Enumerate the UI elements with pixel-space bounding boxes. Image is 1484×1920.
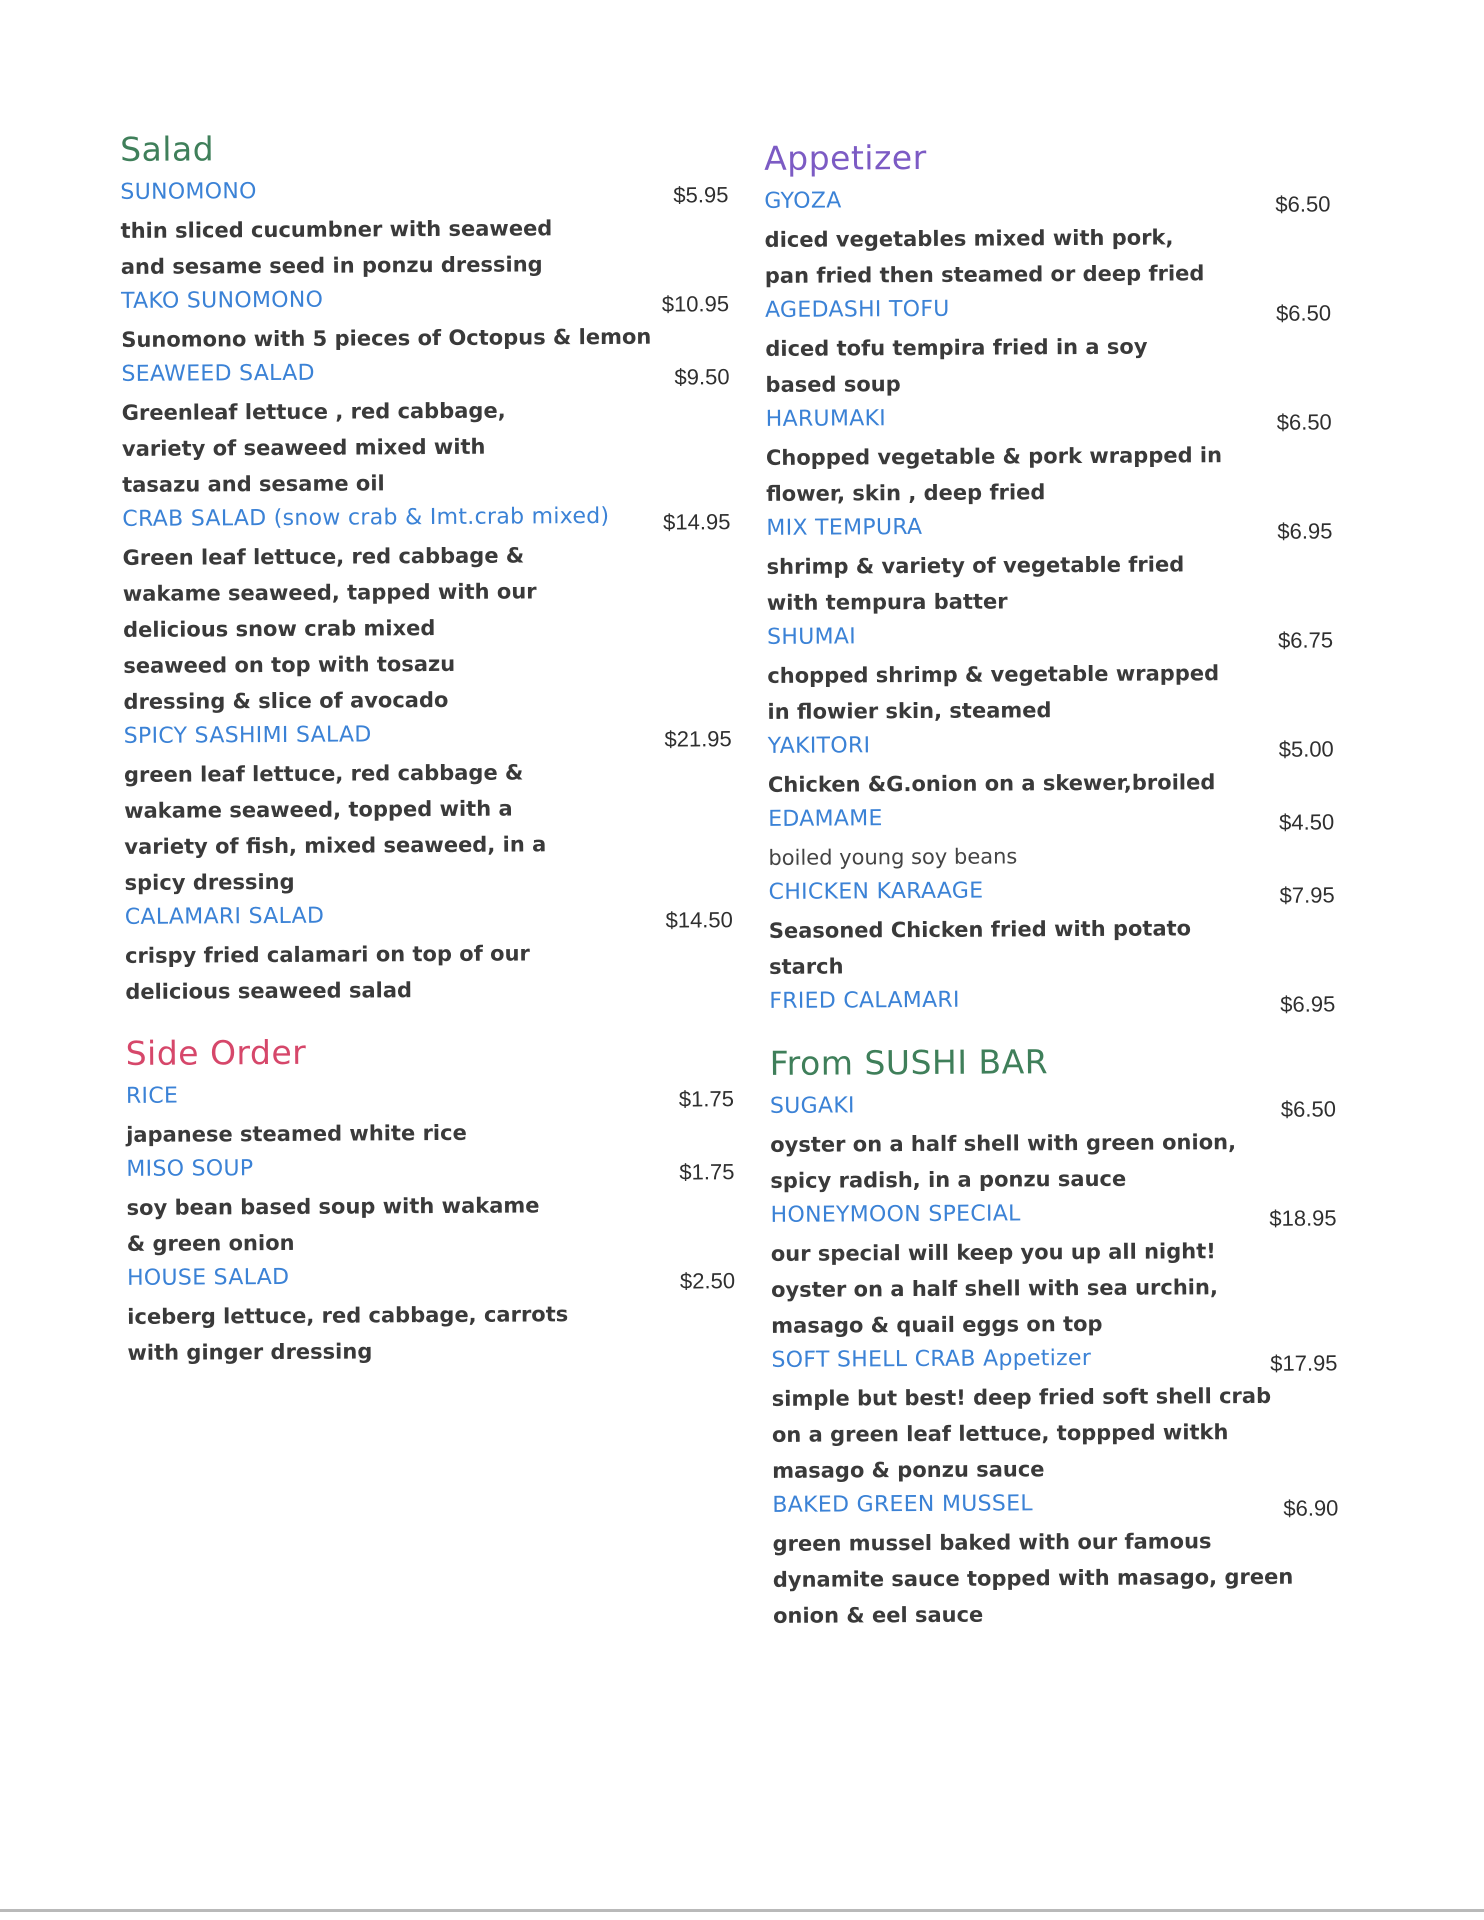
menu-item-description: japanese steamed white rice bbox=[126, 1120, 467, 1147]
menu-item-description: soy bean based soup with wakame bbox=[126, 1193, 540, 1220]
menu-item-price: $18.95 bbox=[1269, 1205, 1337, 1231]
menu-item-name: MISO SOUP bbox=[126, 1156, 254, 1182]
menu-item bbox=[110, 501, 731, 720]
appetizer-section bbox=[752, 133, 1335, 1022]
menu-item-name: SPICY SASHIMI SALAD bbox=[123, 722, 372, 749]
side-order-section bbox=[114, 1028, 736, 1371]
menu-item-name: BAKED GREEN MUSSEL bbox=[772, 1491, 1033, 1518]
menu-item-name: SUGAKI bbox=[769, 1093, 855, 1119]
menu-item-price: $7.95 bbox=[1279, 882, 1335, 908]
menu-item-description: diced tofu tempira fried in a soy bbox=[765, 334, 1148, 361]
menu-item-header bbox=[752, 183, 1330, 222]
menu-item-description: oyster on a half shell with green onion, bbox=[770, 1130, 1237, 1157]
menu-item-header bbox=[114, 1078, 734, 1117]
menu-item bbox=[114, 1151, 735, 1262]
salad-section bbox=[108, 124, 733, 1010]
menu-item bbox=[757, 874, 1336, 985]
menu-item-description: & green onion bbox=[126, 1230, 295, 1256]
menu-item-header bbox=[114, 1151, 734, 1190]
menu-item-description: wakame seaweed, topped with a bbox=[124, 796, 513, 823]
menu-item-name: SHUMAI bbox=[766, 624, 857, 650]
menu-item-description: green mussel baked with our famous bbox=[772, 1529, 1212, 1556]
menu-item-description: with tempura batter bbox=[766, 589, 1008, 615]
menu-item-header bbox=[108, 174, 728, 213]
menu-item-price: $6.90 bbox=[1283, 1495, 1339, 1521]
menu-item bbox=[109, 283, 729, 358]
menu-item-name: CALAMARI SALAD bbox=[124, 903, 325, 930]
side-order-title: Side Order bbox=[125, 1032, 307, 1073]
side-order-items bbox=[114, 1078, 736, 1371]
sushi-bar-section bbox=[758, 1038, 1340, 1634]
menu-item-name: MIX TEMPURA bbox=[766, 514, 923, 541]
sushi-bar-items bbox=[758, 1088, 1339, 1634]
menu-item-description: boiled young soy beans bbox=[768, 844, 1018, 870]
menu-item-description: iceberg lettuce, red cabbage, carrots bbox=[127, 1302, 569, 1329]
appetizer-title: Appetizer bbox=[764, 137, 927, 178]
menu-item-price: $6.50 bbox=[1275, 191, 1331, 217]
menu-item-name: FRIED CALAMARI bbox=[769, 987, 960, 1014]
menu-item-name: SOFT SHELL CRAB Appetizer bbox=[771, 1345, 1092, 1373]
menu-item-description: seaweed on top with tosazu bbox=[123, 651, 456, 678]
menu-item bbox=[113, 899, 734, 1010]
menu-item bbox=[755, 619, 1334, 730]
page-edge-divider bbox=[0, 1909, 1484, 1912]
menu-item-description: masago & ponzu sauce bbox=[772, 1457, 1045, 1483]
menu-item-description: delicious snow crab mixed bbox=[122, 616, 436, 642]
menu-item-name: CRAB SALAD (snow crab & Imt.crab mixed) bbox=[122, 503, 610, 532]
menu-item-name: GYOZA bbox=[764, 188, 842, 214]
menu-item-description: starch bbox=[768, 954, 844, 979]
menu-item-header bbox=[112, 718, 732, 757]
menu-item bbox=[759, 1342, 1338, 1489]
menu-item-description: spicy radish, in a ponzu sauce bbox=[770, 1166, 1127, 1193]
menu-item-description: onion & eel sauce bbox=[772, 1602, 984, 1628]
menu-item-price: $2.50 bbox=[679, 1268, 736, 1294]
menu-item-description: Sunomono with 5 pieces of Octopus & lemon bbox=[121, 324, 652, 352]
menu-item-header bbox=[113, 899, 733, 938]
menu-item-header bbox=[109, 283, 729, 322]
menu-item-price: $5.95 bbox=[673, 182, 729, 208]
menu-item-price: $6.50 bbox=[1276, 409, 1332, 435]
menu-item-name: YAKITORI bbox=[767, 733, 871, 759]
menu-item-description: on a green leaf lettuce, toppped witkh bbox=[771, 1420, 1229, 1447]
menu-item bbox=[752, 183, 1331, 294]
menu-item-description: pan fried then steamed or deep fried bbox=[764, 261, 1205, 288]
menu-item-header bbox=[115, 1260, 735, 1299]
menu-item-price: $1.75 bbox=[679, 1159, 735, 1185]
menu-item-header bbox=[754, 510, 1332, 549]
salad-title: Salad bbox=[120, 129, 215, 169]
menu-item-description: in flowier skin, steamed bbox=[767, 698, 1052, 724]
menu-item-price: $6.50 bbox=[1280, 1096, 1337, 1122]
menu-item bbox=[758, 1197, 1337, 1344]
menu-item-description: shrimp & variety of vegetable fried bbox=[766, 552, 1185, 579]
menu-item-name: CHICKEN KARAAGE bbox=[768, 878, 984, 905]
menu-item-header bbox=[756, 801, 1334, 840]
menu-item-header bbox=[754, 401, 1332, 440]
menu-item bbox=[753, 292, 1332, 403]
menu-item-description: Chopped vegetable & pork wrapped in bbox=[765, 443, 1223, 470]
menu-item bbox=[754, 401, 1333, 512]
menu-item bbox=[756, 801, 1334, 876]
menu-item-price: $1.75 bbox=[678, 1086, 735, 1112]
menu-item-name: HONEYMOON SPECIAL bbox=[770, 1201, 1021, 1228]
menu-item-name: SUNOMONO bbox=[120, 179, 257, 205]
menu-item-header bbox=[110, 501, 730, 540]
menu-item bbox=[758, 1088, 1337, 1199]
menu-item-name: EDAMAME bbox=[768, 806, 883, 832]
menu-item-price: $21.95 bbox=[664, 726, 732, 752]
menu-item-price: $14.95 bbox=[663, 509, 731, 535]
menu-item-price: $6.75 bbox=[1277, 627, 1334, 653]
menu-item-description: based soup bbox=[765, 372, 901, 397]
menu-item-description: simple but best! deep fried soft shell crab bbox=[771, 1383, 1272, 1411]
menu-item-name: HOUSE SALAD bbox=[126, 1264, 290, 1291]
menu-item-description: crispy fried calamari on top of our bbox=[124, 941, 530, 968]
menu-item-price: $6.95 bbox=[1277, 518, 1333, 544]
menu-item bbox=[756, 728, 1334, 803]
menu-item-header bbox=[760, 1487, 1338, 1526]
menu-item-description: dressing & slice of avocado bbox=[123, 687, 449, 714]
menu-item-description: thin sliced cucumbner with seaweed bbox=[120, 216, 553, 243]
menu-item-header bbox=[758, 1197, 1336, 1236]
menu-item bbox=[115, 1260, 736, 1371]
menu-item-price: $6.95 bbox=[1280, 991, 1336, 1017]
menu-item-description: and sesame seed in ponzu dressing bbox=[120, 252, 543, 279]
menu-item bbox=[757, 983, 1335, 1022]
menu-item-description: dynamite sauce topped with masago, green bbox=[772, 1564, 1294, 1592]
menu-item-description: flower, skin , deep fried bbox=[766, 480, 1046, 506]
menu-item bbox=[760, 1487, 1339, 1634]
menu-item-description: spicy dressing bbox=[124, 869, 295, 895]
menu-item-price: $10.95 bbox=[661, 291, 730, 317]
menu-item-description: delicious seaweed salad bbox=[125, 978, 413, 1004]
menu-item-description: tasazu and sesame oil bbox=[122, 471, 385, 497]
menu-item bbox=[112, 718, 733, 901]
menu-item-header bbox=[758, 1088, 1336, 1127]
menu-item-description: variety of seaweed mixed with bbox=[121, 434, 486, 461]
menu-item-header bbox=[759, 1342, 1337, 1381]
menu-item-description: variety of fish, mixed seaweed, in a bbox=[124, 832, 547, 859]
menu-item-description: Greenleaf lettuce , red cabbage, bbox=[121, 398, 506, 425]
left-column bbox=[108, 124, 736, 1373]
menu-item-price: $14.50 bbox=[665, 907, 733, 933]
menu-item-header bbox=[755, 619, 1333, 658]
menu-item bbox=[114, 1078, 734, 1153]
menu-item-name: RICE bbox=[125, 1083, 179, 1109]
appetizer-items bbox=[752, 183, 1335, 1022]
menu-item-header bbox=[756, 728, 1334, 767]
menu-item bbox=[109, 356, 730, 503]
menu-item-name: SEAWEED SALAD bbox=[121, 360, 315, 387]
menu-item-description: wakame seaweed, tapped with our bbox=[122, 579, 537, 606]
menu-item-description: green leaf lettuce, red cabbage & bbox=[123, 760, 524, 787]
menu-item-header bbox=[753, 292, 1331, 331]
menu-item-header bbox=[757, 874, 1335, 913]
menu-item-description: Chicken &G.onion on a skewer,broiled bbox=[767, 770, 1216, 797]
menu-item-description: Seasoned Chicken fried with potato bbox=[768, 916, 1192, 943]
menu-item-name: TAKO SUNOMONO bbox=[120, 287, 324, 314]
menu-item-price: $9.50 bbox=[674, 364, 730, 390]
menu-item-header bbox=[757, 983, 1335, 1022]
menu-item-name: AGEDASHI TOFU bbox=[764, 296, 950, 323]
menu-item-description: with ginger dressing bbox=[127, 1339, 373, 1365]
menu-item-price: $17.95 bbox=[1270, 1350, 1338, 1376]
menu-item-description: masago & quail eggs on top bbox=[771, 1311, 1103, 1338]
menu-item-price: $4.50 bbox=[1279, 809, 1335, 835]
menu-item-description: oyster on a half shell with sea urchin, bbox=[770, 1275, 1218, 1302]
menu-item-description: our special will keep you up all night! bbox=[770, 1239, 1216, 1266]
menu-item-price: $6.50 bbox=[1275, 300, 1332, 326]
right-column bbox=[752, 133, 1339, 1636]
menu-item-price: $5.00 bbox=[1278, 736, 1334, 762]
menu-item-description: diced vegetables mixed with pork, bbox=[764, 225, 1174, 252]
menu-item bbox=[754, 510, 1333, 621]
menu-item-description: chopped shrimp & vegetable wrapped bbox=[767, 661, 1220, 688]
salad-items bbox=[108, 174, 733, 1010]
menu-item-header bbox=[109, 356, 729, 395]
menu-item-description: Green leaf lettuce, red cabbage & bbox=[122, 543, 525, 570]
menu-item-name: HARUMAKI bbox=[765, 406, 887, 432]
menu-item bbox=[108, 174, 729, 285]
sushi-bar-title: From SUSHI BAR bbox=[769, 1042, 1049, 1083]
